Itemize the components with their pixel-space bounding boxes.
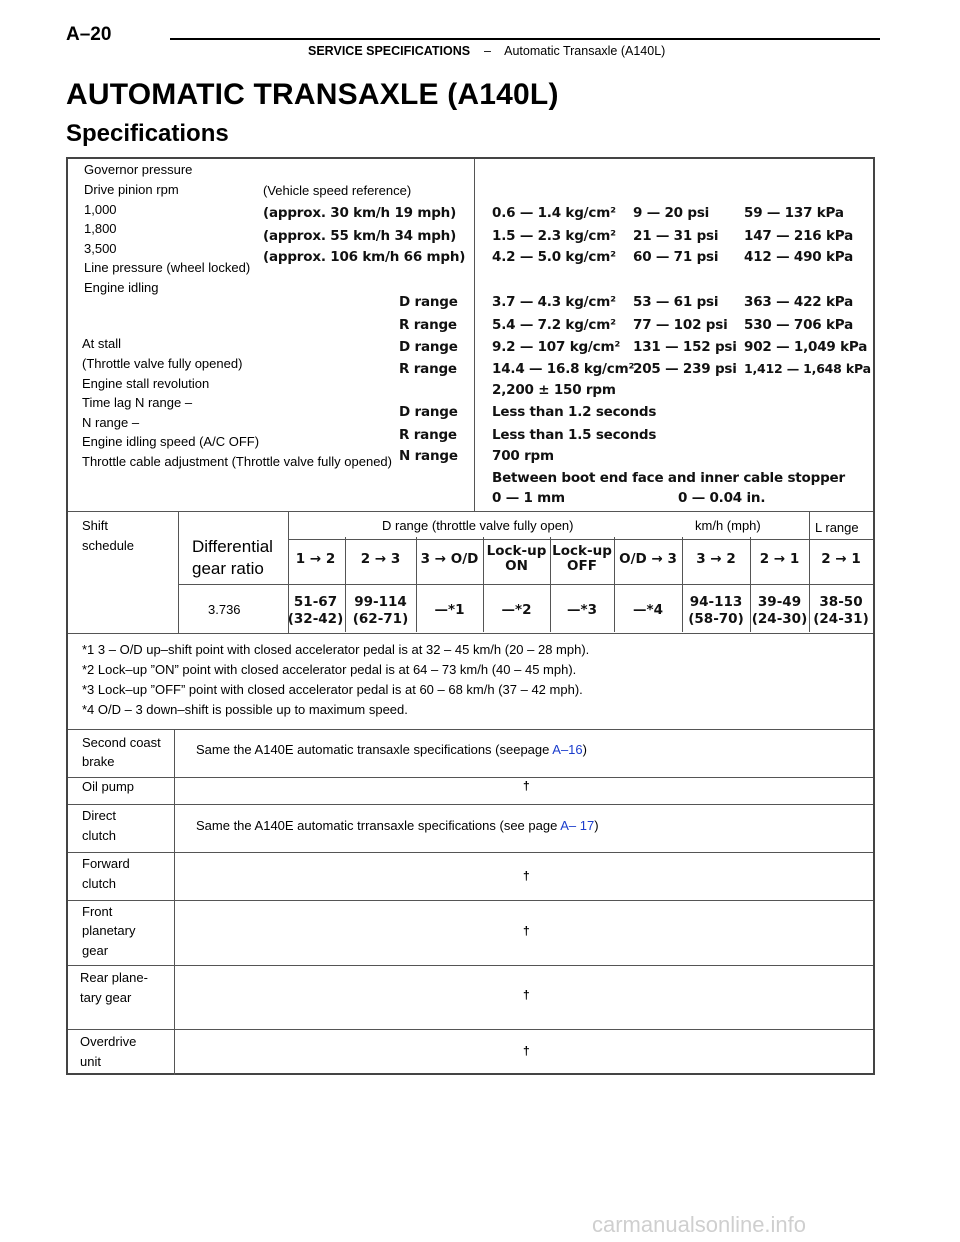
header-breadcrumb xyxy=(308,44,665,58)
forward-clutch-same-mark: † xyxy=(523,869,530,883)
note-3: *3 Lock–up ”OFF” point with closed accelerator pedal is at 60 – 68 km/h (37 – 42 mph). xyxy=(82,682,583,697)
oil-pump-same-mark: † xyxy=(523,779,530,793)
shift-column-header xyxy=(345,552,416,567)
shift-value-line: (32-42) xyxy=(287,611,344,627)
direct-clutch-label-1: Direct xyxy=(82,808,116,823)
shift-column-value xyxy=(750,594,809,628)
lp-kgcm-2: 5.4 — 7.2 kg/cm² xyxy=(492,317,616,333)
divider-shift-label xyxy=(178,511,179,633)
shift-header-line: 3 → 2 xyxy=(696,551,736,567)
range-r-idle: R range xyxy=(399,317,457,333)
range-r-timelag: R range xyxy=(399,427,457,443)
second-coast-close: ) xyxy=(582,742,587,757)
shift-header-line: 1 → 2 xyxy=(295,551,336,567)
gov-psi-1: 9 — 20 psi xyxy=(633,205,710,221)
shift-value-line: 51-67 xyxy=(293,594,338,610)
rear-planetary-label-1: Rear plane- xyxy=(80,970,148,985)
shift-value-line: 39-49 xyxy=(757,594,802,610)
header-section: SERVICE SPECIFICATIONS xyxy=(308,44,471,58)
divider-shift-header xyxy=(288,539,873,540)
direct-clutch-label-2: clutch xyxy=(82,828,116,843)
note-4: *4 O/D – 3 down–shift is possible up to maximum speed. xyxy=(82,702,408,717)
shift-column-value xyxy=(345,594,416,628)
throttle-cable-in: 0 — 0.04 in. xyxy=(678,490,766,506)
lp-psi-3: 131 — 152 psi xyxy=(633,339,737,355)
shift-column-header xyxy=(809,552,873,567)
shift-column-value xyxy=(483,602,550,619)
range-r-stall: R range xyxy=(399,361,457,377)
shift-column-header xyxy=(614,552,682,567)
shift-column-value xyxy=(286,594,345,628)
note-2: *2 Lock–up ”ON” point with closed accelerator pedal is at 64 – 73 km/h (40 – 45 mph). xyxy=(82,662,577,677)
shift-column-value xyxy=(809,594,873,628)
gov-psi-2: 21 — 31 psi xyxy=(633,228,719,244)
page-number: A–20 xyxy=(66,24,112,45)
shift-value-line: 94-113 xyxy=(689,594,743,610)
shift-value-line: —*4 xyxy=(633,602,663,618)
at-stall-label: At stall xyxy=(82,336,122,351)
divider-component-label xyxy=(174,729,175,1075)
gov-psi-3: 60 — 71 psi xyxy=(633,249,719,265)
shift-value-line: 99-114 xyxy=(354,594,407,610)
page-subtitle: Specifications xyxy=(66,120,229,147)
divider-shift xyxy=(68,511,873,512)
shift-header-line: O/D → 3 xyxy=(619,551,677,567)
shift-value-line: —*1 xyxy=(434,602,465,618)
range-d-stall: D range xyxy=(399,339,458,355)
shift-value-line: (58-70) xyxy=(688,611,744,627)
direct-clutch-text xyxy=(196,816,599,836)
second-coast-spec: Same the A140E automatic transaxle specifications (seepage xyxy=(196,742,553,757)
lp-kgcm-1: 3.7 — 4.3 kg/cm² xyxy=(492,294,616,310)
shift-value-line: (24-30) xyxy=(751,611,808,627)
lp-kgcm-4: 14.4 — 16.8 kg/cm² xyxy=(492,361,635,377)
rpm-3500: 3,500 xyxy=(84,241,117,256)
forward-clutch-label-2: clutch xyxy=(82,876,116,891)
divider-oil-pump xyxy=(68,777,873,778)
front-planetary-label-3: gear xyxy=(82,943,109,958)
lp-kgcm-3: 9.2 — 107 kg/cm² xyxy=(492,339,621,355)
shift-value-line: 38-50 xyxy=(819,594,863,610)
stall-value: 2,200 ± 150 rpm xyxy=(492,382,616,398)
overdrive-same-mark: † xyxy=(523,1044,530,1058)
stall-revolution-label: Engine stall revolution xyxy=(82,376,210,391)
watermark: carmanualsonline.info xyxy=(592,1212,807,1237)
rpm-1800: 1,800 xyxy=(84,221,117,236)
l-range-header: L range xyxy=(815,520,859,535)
throttle-open-label: (Throttle valve fully opened) xyxy=(82,356,243,371)
divider-l-range xyxy=(809,511,810,539)
shift-schedule-label-2: schedule xyxy=(82,538,135,553)
rear-planetary-label-2: tary gear xyxy=(80,990,132,1005)
range-d-timelag: D range xyxy=(399,404,458,420)
header-rule xyxy=(170,38,880,40)
divider-forward xyxy=(68,852,873,853)
shift-column-header xyxy=(286,552,345,567)
header-separator: – xyxy=(483,44,491,58)
forward-clutch-label-1: Forward xyxy=(82,856,130,871)
shift-header-line: ON xyxy=(505,558,528,574)
shift-header-line: 2 → 3 xyxy=(360,551,401,567)
gov-kpa-3: 412 — 490 kPa xyxy=(744,249,853,265)
shift-value-line: (62-71) xyxy=(352,611,409,627)
shift-value-line: —*3 xyxy=(567,602,597,618)
divider-second-coast xyxy=(68,729,873,730)
divider-direct xyxy=(68,804,873,805)
front-planetary-label-2: planetary xyxy=(82,923,136,938)
rpm-1000: 1,000 xyxy=(84,202,117,217)
lp-kpa-4: 1,412 — 1,648 kPa xyxy=(744,361,871,376)
second-coast-text xyxy=(196,740,587,760)
lp-kpa-1: 363 — 422 kPa xyxy=(744,294,853,310)
shift-header-line: 2 → 1 xyxy=(821,551,861,567)
oil-pump-label: Oil pump xyxy=(82,779,135,794)
divider-notes xyxy=(68,633,873,634)
d-range-header: D range (throttle valve fully open) xyxy=(382,518,574,533)
overdrive-label-2: unit xyxy=(80,1054,101,1069)
divider-rear-planetary xyxy=(68,965,873,966)
throttle-cable-mm: 0 — 1 mm xyxy=(492,490,565,506)
shift-value-line: —*2 xyxy=(501,602,532,618)
page-title: AUTOMATIC TRANSAXLE (A140L) xyxy=(66,78,559,111)
shift-column-header xyxy=(682,552,750,567)
divider-overdrive xyxy=(68,1029,873,1030)
speed-ref-3500: (approx. 106 km/h 66 mph) xyxy=(263,249,466,265)
divider-shift-columns xyxy=(178,584,873,585)
shift-column-value xyxy=(682,594,750,628)
idle-speed-label: Engine idling speed (A/C OFF) xyxy=(82,434,260,449)
page-link-a17[interactable]: A– 17 xyxy=(560,818,595,833)
shift-header-line: 3 → O/D xyxy=(420,551,479,567)
divider-front-planetary xyxy=(68,900,873,901)
lp-psi-2: 77 — 102 psi xyxy=(633,317,728,333)
second-coast-label-2: brake xyxy=(82,754,115,769)
gov-kgcm-1: 0.6 — 1.4 kg/cm² xyxy=(492,205,616,221)
overdrive-label-1: Overdrive xyxy=(80,1034,137,1049)
second-coast-label-1: Second coast xyxy=(82,735,161,750)
shift-header-line: OFF xyxy=(567,558,597,574)
shift-column-header xyxy=(416,552,483,567)
rear-planetary-same-mark: † xyxy=(523,988,530,1002)
shift-column-header xyxy=(483,544,550,574)
speed-ref-1000: (approx. 30 km/h 19 mph) xyxy=(263,205,457,221)
shift-column-header xyxy=(750,552,809,567)
vehicle-speed-ref-label: (Vehicle speed reference) xyxy=(263,183,412,198)
direct-clutch-spec: Same the A140E automatic trransaxle specifications (see page xyxy=(196,818,561,833)
timelag-r-value: Less than 1.5 seconds xyxy=(492,427,657,443)
differential-label-1: Differential xyxy=(192,537,273,556)
front-planetary-label-1: Front xyxy=(82,904,113,919)
page-link-a16[interactable]: A–16 xyxy=(552,742,583,757)
shift-schedule-label-1: Shift xyxy=(82,518,109,533)
gov-kgcm-3: 4.2 — 5.0 kg/cm² xyxy=(492,249,616,265)
shift-header-line: 2 → 1 xyxy=(759,551,800,567)
timelag-d-value: Less than 1.2 seconds xyxy=(492,404,657,420)
divider-upper-values xyxy=(474,159,475,511)
gov-kpa-2: 147 — 216 kPa xyxy=(744,228,853,244)
speed-ref-1800: (approx. 55 km/h 34 mph) xyxy=(263,228,457,244)
gov-kpa-1: 59 — 137 kPa xyxy=(744,205,844,221)
shift-header-line: Lock-up xyxy=(486,543,547,559)
differential-label-2: gear ratio xyxy=(192,559,264,578)
shift-column-header xyxy=(550,544,614,574)
lp-psi-1: 53 — 61 psi xyxy=(633,294,719,310)
gov-kgcm-2: 1.5 — 2.3 kg/cm² xyxy=(492,228,616,244)
range-n-idle: N range xyxy=(399,448,458,464)
lp-kpa-2: 530 — 706 kPa xyxy=(744,317,853,333)
governor-label: Governor pressure xyxy=(84,162,193,177)
shift-header-line: Lock-up xyxy=(552,543,612,559)
lp-kpa-3: 902 — 1,049 kPa xyxy=(744,339,868,355)
differential-ratio: 3.736 xyxy=(208,602,241,617)
lp-psi-4: 205 — 239 psi xyxy=(633,361,737,377)
direct-clutch-close: ) xyxy=(594,818,599,833)
idle-speed-value: 700 rpm xyxy=(492,448,554,464)
range-d-idle: D range xyxy=(399,294,458,310)
line-pressure-label: Line pressure (wheel locked) xyxy=(84,260,251,275)
header-subsection: Automatic Transaxle (A140L) xyxy=(504,44,666,58)
speed-unit-header: km/h (mph) xyxy=(695,518,761,533)
shift-column-value xyxy=(614,602,682,619)
shift-value-line: (24-31) xyxy=(813,611,869,627)
shift-column-value xyxy=(416,602,483,619)
drive-pinion-label: Drive pinion rpm xyxy=(84,182,179,197)
n-range-label: N range – xyxy=(82,415,140,430)
throttle-cable-label: Throttle cable adjustment (Throttle valve fully opened) xyxy=(82,454,392,469)
time-lag-label: Time lag N range – xyxy=(82,395,193,410)
note-1: *1 3 – O/D up–shift point with closed accelerator pedal is at 32 – 45 km/h (20 – 28 mph). xyxy=(82,642,590,657)
throttle-cable-value: Between boot end face and inner cable stopper xyxy=(492,470,845,486)
front-planetary-same-mark: † xyxy=(523,924,530,938)
engine-idling-label: Engine idling xyxy=(84,280,159,295)
shift-column-value xyxy=(550,602,614,619)
